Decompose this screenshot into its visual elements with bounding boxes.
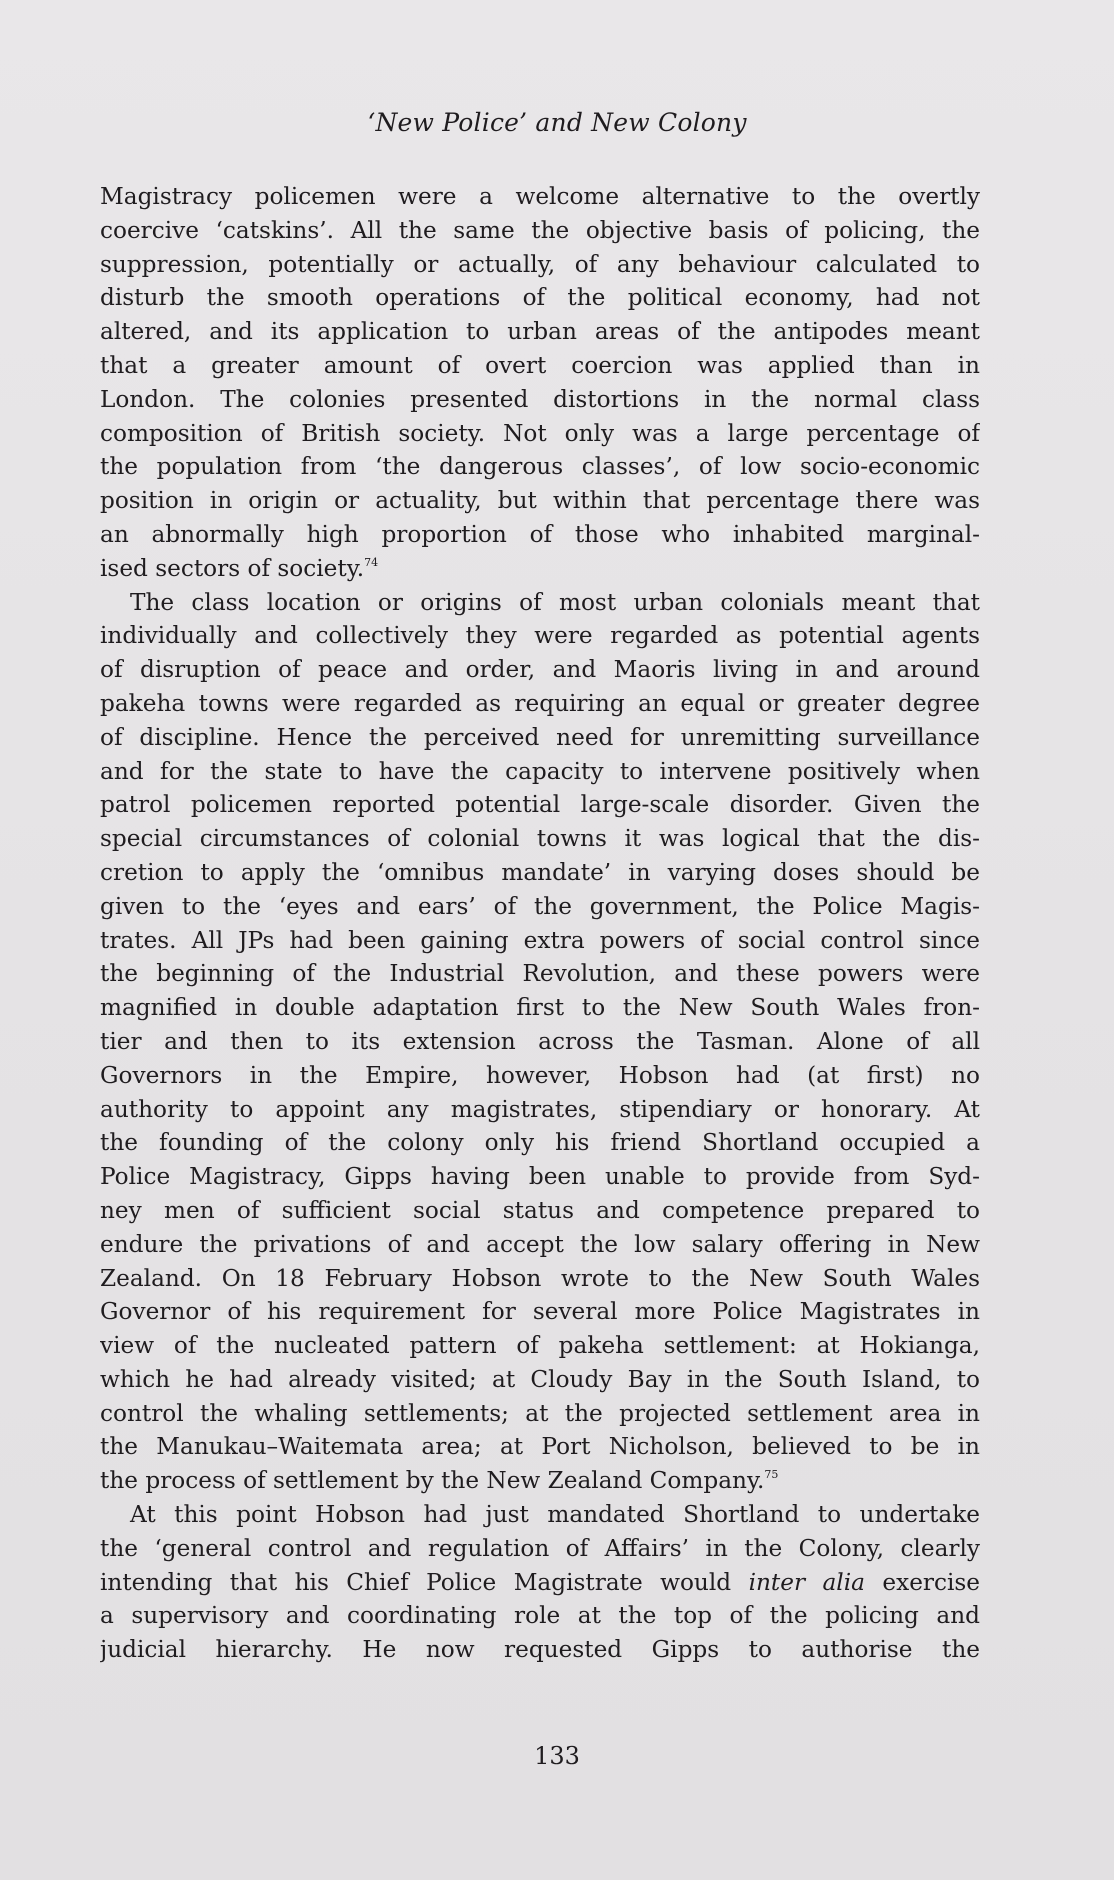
text-line: The class location or origins of most urban colonials meant that	[130, 588, 980, 616]
text-line: disturb the smooth operations of the political economy, had not	[100, 284, 980, 312]
text-line	[100, 1464, 980, 1498]
text-line: view of the nucleated pattern of pakeha settlement: at Hokianga,	[100, 1332, 980, 1360]
text-line: an abnormally high proportion of those who inhabited marginal-	[100, 520, 980, 548]
text-line: At this point Hobson had just mandated Shortland to undertake	[130, 1501, 980, 1529]
text-line: individually and collectively they were regarded as potential agents	[100, 622, 980, 650]
text-line: given to the ‘eyes and ears’ of the government, the Police Magis-	[100, 892, 980, 920]
text-line: judicial hierarchy. He now requested Gipps to authorise the	[100, 1636, 980, 1664]
text-line: pakeha towns were regarded as requiring an equal or greater degree	[100, 689, 980, 717]
text-line: the Manukau–Waitemata area; at Port Nicholson, believed to be in	[100, 1433, 980, 1461]
text-line: Governor of his requirement for several more Police Magistrates in	[100, 1298, 980, 1326]
text-line: special circumstances of colonial towns it was logical that the dis-	[100, 825, 980, 853]
text-line: trates. All JPs had been gaining extra powers of social control since	[100, 926, 980, 954]
text-line: a supervisory and coordinating role at the top of the policing and	[100, 1602, 980, 1630]
text-fragment: the process of settlement by the New Zealand Company.	[100, 1467, 765, 1495]
text-line: control the whaling settlements; at the projected settlement area in	[100, 1399, 980, 1427]
text-line: London. The colonies presented distortions in the normal class	[100, 385, 980, 413]
text-line: the population from ‘the dangerous classes’, of low socio-economic	[100, 453, 980, 481]
text-line: patrol policemen reported potential large-scale disorder. Given the	[100, 791, 980, 819]
text-line: tier and then to its extension across the Tasman. Alone of all	[100, 1027, 980, 1055]
text-line: Police Magistracy, Gipps having been unable to provide from Syd-	[100, 1163, 980, 1191]
text-line: the ‘general control and regulation of Affairs’ in the Colony, clearly	[100, 1534, 980, 1562]
text-line	[100, 1566, 980, 1600]
page-number: 133	[534, 1742, 580, 1770]
text-line: and for the state to have the capacity to intervene positively when	[100, 757, 980, 785]
text-line: composition of British society. Not only was a large percentage of	[100, 419, 980, 447]
text-line: magnified in double adaptation first to the New South Wales fron-	[100, 994, 980, 1022]
text-line: suppression, potentially or actually, of any behaviour calculated to	[100, 250, 980, 278]
text-line: which he had already visited; at Cloudy Bay in the South Island, to	[100, 1365, 980, 1393]
running-head: ‘New Police’ and New Colony	[367, 108, 747, 137]
text-line: altered, and its application to urban areas of the antipodes meant	[100, 318, 980, 346]
text-line: ney men of sufficient social status and competence prepared to	[100, 1196, 980, 1224]
footnote-ref: 74	[364, 555, 379, 569]
text-line: Governors in the Empire, however, Hobson had (at first) no	[100, 1061, 980, 1089]
text-fragment: ised sectors of society.	[100, 554, 365, 582]
text-line: Zealand. On 18 February Hobson wrote to the New South Wales	[100, 1264, 980, 1292]
text-line: coercive ‘catskins’. All the same the objective basis of policing, the	[100, 216, 980, 244]
text-line: of discipline. Hence the perceived need for unremitting surveillance	[100, 723, 980, 751]
text-line: position in origin or actuality, but within that percentage there was	[100, 487, 980, 515]
text-fragment: intending that his Chief Police Magistrate would	[100, 1568, 732, 1596]
text-line: cretion to apply the ‘omnibus mandate’ in varying doses should be	[100, 858, 980, 886]
text-line: of disruption of peace and order, and Maoris living in and around	[100, 656, 980, 684]
text-line: Magistracy policemen were a welcome alternative to the overtly	[100, 183, 980, 210]
footnote-ref: 75	[764, 1468, 779, 1482]
text-line: endure the privations of and accept the low salary offering in New	[100, 1230, 980, 1258]
text-line	[100, 552, 980, 586]
italic-phrase: inter alia	[748, 1568, 865, 1596]
text-line: authority to appoint any magistrates, stipendiary or honorary. At	[100, 1095, 980, 1123]
text-line: that a greater amount of overt coercion was applied than in	[100, 351, 980, 379]
text-fragment: exercise	[882, 1568, 980, 1596]
text-line: the beginning of the Industrial Revolution, and these powers were	[100, 960, 980, 988]
text-line: the founding of the colony only his friend Shortland occupied a	[100, 1129, 980, 1157]
body-text	[100, 180, 980, 1667]
